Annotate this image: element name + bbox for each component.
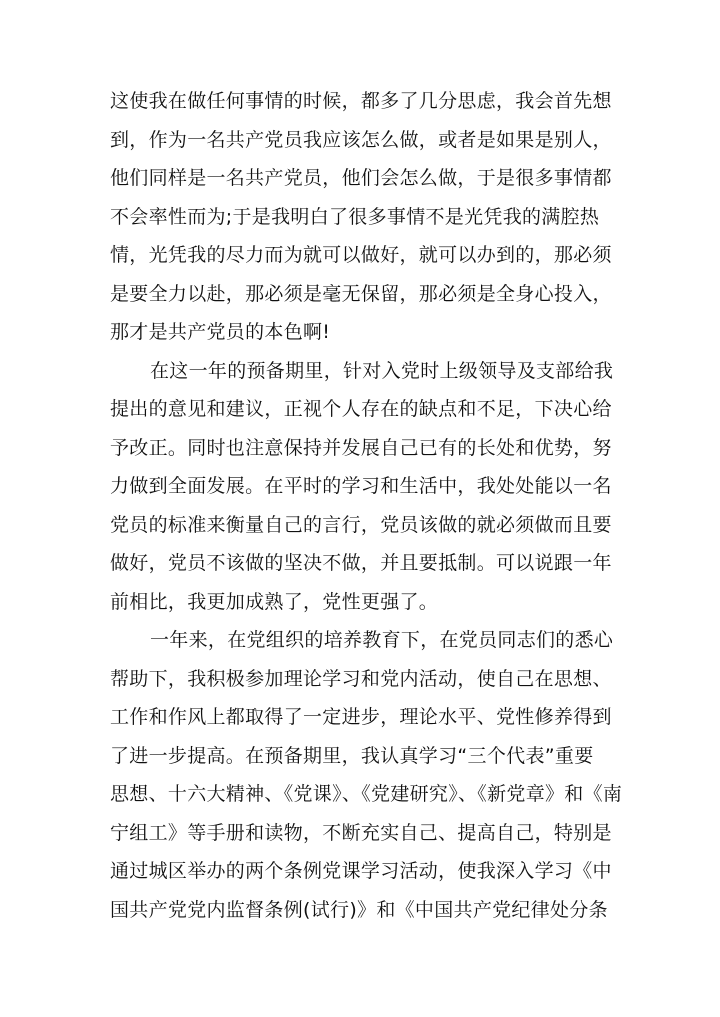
text-line: 他们同样是一名共产党员，他们会怎么做，于是很多事情都 bbox=[110, 167, 612, 189]
text-line: 做好，党员不该做的坚决不做，并且要抵制。可以说跟一年 bbox=[110, 552, 612, 574]
text-line: 前相比，我更加成熟了，党性更强了。 bbox=[110, 590, 439, 613]
text-line: 是要全力以赴，那必须是毫无保留，那必须是全身心投入， bbox=[110, 282, 612, 305]
body-text bbox=[110, 82, 623, 929]
text-line: 提出的意见和建议，正视个人存在的缺点和不足，下决心给 bbox=[110, 398, 612, 420]
text-line: 党员的标准来衡量自己的言行，党员该做的就必须做而且要 bbox=[110, 513, 612, 536]
text-line: 通过城区举办的两个条例党课学习活动，使我深入学习《中 bbox=[110, 860, 612, 882]
text-line: 那才是共产党员的本色啊! bbox=[110, 321, 331, 343]
text-line: 工作和作风上都取得了一定进步，理论水平、党性修养得到 bbox=[110, 706, 612, 728]
text-line: 到，作为一名共产党员我应该怎么做，或者是如果是别人， bbox=[110, 128, 612, 151]
text-line: 力做到全面发展。在平时的学习和生活中，我处处能以一名 bbox=[110, 475, 612, 497]
text-line: 帮助下，我积极参加理论学习和党内活动，使自己在思想、 bbox=[110, 667, 612, 690]
text-line: 不会率性而为;于是我明白了很多事情不是光凭我的满腔热 bbox=[110, 205, 600, 228]
text-line: 一年来，在党组织的培养教育下，在党员同志们的悉心 bbox=[150, 629, 614, 651]
text-line: 这使我在做任何事情的时候，都多了几分思虑，我会首先想 bbox=[110, 90, 612, 112]
text-line: 在这一年的预备期里，针对入党时上级领导及支部给我 bbox=[150, 359, 614, 382]
text-line: 思想、十六大精神、《党课》、《党建研究》、《新党章》和《南 bbox=[110, 783, 623, 805]
text-line: 宁组工》等手册和读物，不断充实自己、提高自己，特别是 bbox=[110, 821, 612, 844]
text-line: 了进一步提高。在预备期里，我认真学习“三个代表”重要 bbox=[110, 744, 594, 767]
text-line: 国共产党党内监督条例(试行)》和《中国共产党纪律处分条 bbox=[110, 898, 608, 921]
text-line: 予改正。同时也注意保持并发展自己已有的长处和优势，努 bbox=[110, 436, 612, 459]
text-line: 情，光凭我的尽力而为就可以做好，就可以办到的，那必须 bbox=[110, 244, 612, 266]
